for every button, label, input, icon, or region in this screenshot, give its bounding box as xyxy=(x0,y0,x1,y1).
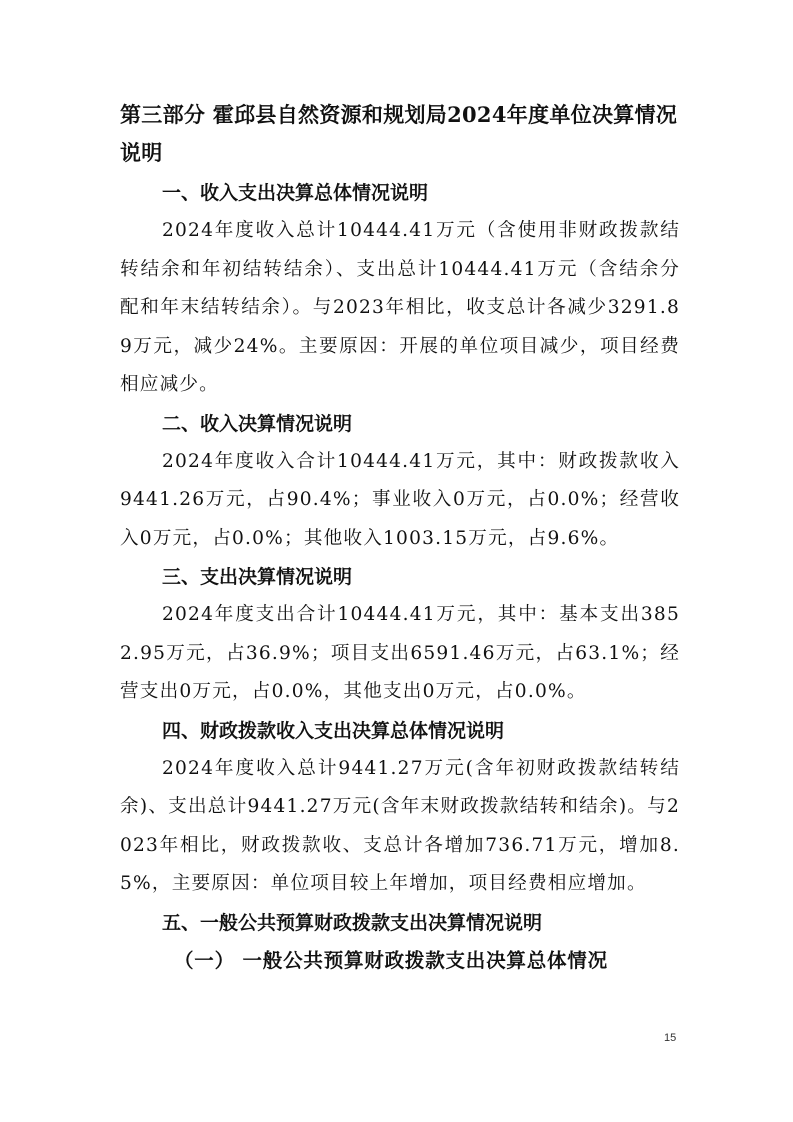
section-body-3: 2024年度支出合计10444.41万元，其中：基本支出3852.95万元，占36.9%；项目支出6591.46万元，占63.1%；经营支出0万元，占0.0%，其他支出0万元，占0.0%。 xyxy=(120,604,680,702)
section-body-4: 2024年度收入总计9441.27万元(含年初财政拨款结转结余)、支出总计9441.27万元(含年末财政拨款结转和结余)。与2023年相比，财政拨款收、支总计各增加736.71万元，增加8.5%，主要原因：单位项目较上年增加，项目经费相应增加。 xyxy=(120,757,680,894)
section-body-1: 2024年度收入总计10444.41万元（含使用非财政拨款结转结余和年初结转结余）、支出总计10444.41万元（含结余分配和年末结转结余）。与2023年相比，收支总计各减少3291.89万元，减少24%。主要原因：开展的单位项目减少，项目经费相应减少。 xyxy=(120,220,680,395)
section-heading-1: 一、收入支出决算总体情况说明 xyxy=(162,182,429,204)
page-number: 15 xyxy=(664,1032,677,1044)
section-heading-4: 四、财政拨款收入支出决算总体情况说明 xyxy=(162,719,505,742)
section-body-2: 2024年度收入合计10444.41万元，其中：财政拨款收入9441.26万元，占90.4%；事业收入0万元，占0.0%；经营收入0万元，占0.0%；其他收入1003.15万元，占9.6%。 xyxy=(120,450,680,549)
document-page xyxy=(120,96,680,980)
document-title: 第三部分 霍邱县自然资源和规划局2024年度单位决算情况说明 xyxy=(120,102,678,165)
subsection-heading-1: （一） 一般公共预算财政拨款支出决算总体情况 xyxy=(174,948,608,972)
section-heading-3: 三、支出决算情况说明 xyxy=(162,566,353,588)
section-heading-2: 二、收入决算情况说明 xyxy=(162,412,353,435)
section-heading-5: 五、一般公共预算财政拨款支出决算情况说明 xyxy=(162,911,543,934)
